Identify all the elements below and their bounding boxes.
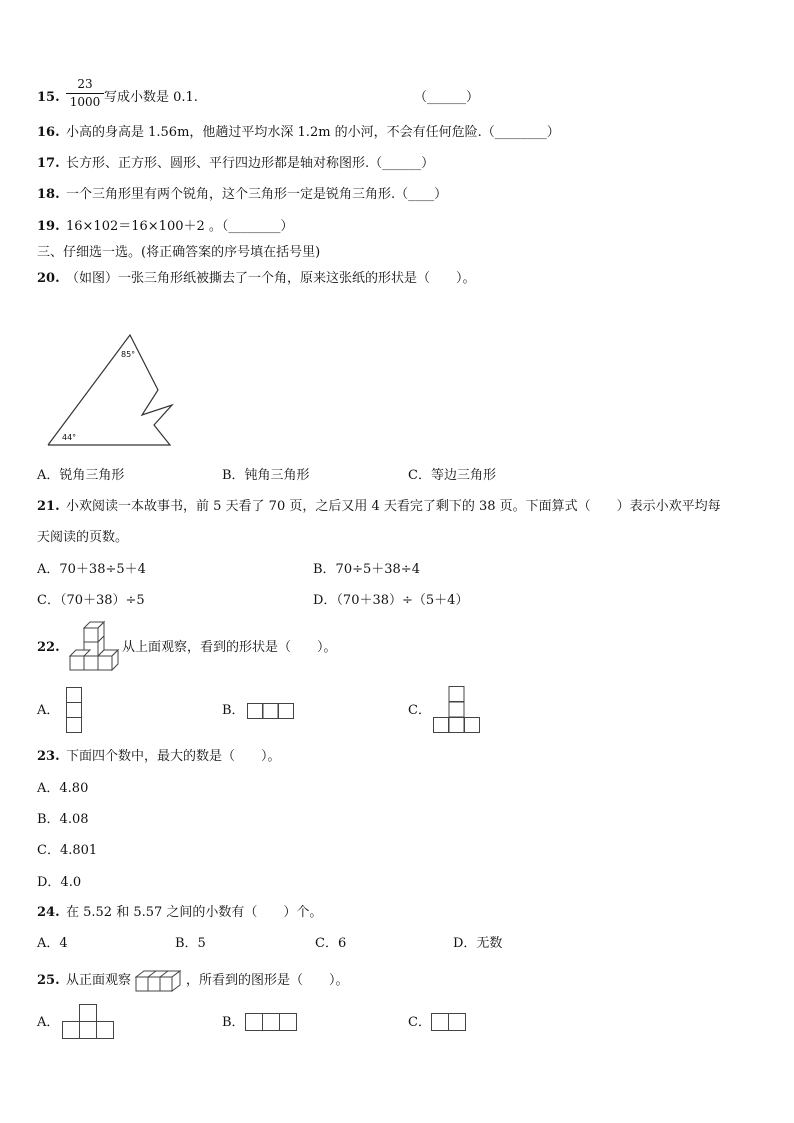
q20-text: （如图）一张三角形纸被撕去了一个角，原来这张纸的形状是（ ）。: [66, 271, 476, 286]
q23-option-c[interactable]: C．4.801: [37, 843, 98, 858]
q22-number: 22.: [37, 640, 60, 655]
q18-number: 18.: [37, 187, 60, 202]
q15-numerator: 23: [77, 77, 93, 91]
q25-cube-row-figure: [136, 967, 186, 993]
q23-option-b[interactable]: B．4.08: [37, 812, 89, 827]
q25-option-c-shape[interactable]: [431, 1013, 467, 1031]
q21-text-line2: 天阅读的页数。: [37, 530, 129, 545]
q21-option-b[interactable]: B．70÷5＋38÷4: [313, 562, 420, 577]
q25-text-before: 从正面观察: [66, 973, 132, 988]
q23-option-a[interactable]: A．4.80: [37, 781, 89, 796]
q22-option-b-label[interactable]: B．: [222, 703, 245, 718]
q22-option-c-shape[interactable]: [433, 686, 481, 734]
q21-number: 21.: [37, 499, 60, 514]
q23-number: 23.: [37, 749, 60, 764]
q16-text: 小高的身高是 1.56m，他趟过平均水深 1.2m 的小河，不会有任何危险.（________）: [66, 125, 560, 140]
q19-number: 19.: [37, 219, 60, 234]
q21-option-a[interactable]: A．70＋38÷5＋4: [37, 562, 146, 577]
torn-triangle-figure: [44, 330, 174, 450]
q24-option-d[interactable]: D．无数: [453, 936, 503, 951]
q15-denominator: 1000: [69, 95, 101, 109]
q21-option-c[interactable]: C．（70＋38）÷5: [37, 593, 145, 608]
q20-number: 20.: [37, 271, 60, 286]
q22-option-a-shape[interactable]: [66, 687, 82, 733]
q24-option-b[interactable]: B．5: [175, 936, 206, 951]
q25-option-a-shape[interactable]: [62, 1004, 114, 1040]
q22-option-b-shape[interactable]: [247, 703, 295, 719]
q20-option-b[interactable]: B．钝角三角形: [222, 468, 310, 483]
q25-option-a-label[interactable]: A．: [37, 1015, 60, 1030]
q22-option-c-label[interactable]: C．: [408, 703, 431, 718]
q25-number: 25.: [37, 973, 60, 988]
angle-44-label: 44°: [62, 433, 77, 442]
q19-text: 16×102＝16×100＋2 。（________）: [66, 219, 294, 234]
q21-text-line1: 小欢阅读一本故事书，前 5 天看了 70 页，之后又用 4 天看完了剩下的 38 页。下面算式（ ）表示小欢平均每: [66, 499, 721, 514]
q24-text: 在 5.52 和 5.57 之间的小数有（ ）个。: [66, 905, 323, 920]
q22-cube-stack-figure: [66, 622, 122, 678]
q22-text: 从上面观察，看到的形状是（ ）。: [122, 640, 337, 655]
q15-fraction: [66, 78, 104, 109]
q15-text: 写成小数是 0.1.: [104, 90, 198, 105]
q24-option-c[interactable]: C．6: [315, 936, 347, 951]
q25-option-b-label[interactable]: B．: [222, 1015, 245, 1030]
q23-option-d[interactable]: D．4.0: [37, 875, 82, 890]
q15-number: 15.: [37, 90, 60, 105]
angle-85-label: 85°: [121, 350, 136, 359]
q25-option-c-label[interactable]: C．: [408, 1015, 431, 1030]
q25-option-b-shape[interactable]: [245, 1013, 299, 1031]
q20-option-a[interactable]: A．锐角三角形: [37, 468, 125, 483]
q24-number: 24.: [37, 905, 60, 920]
q25-text-after: ，所看到的图形是（ ）。: [186, 973, 349, 988]
q21-option-d[interactable]: D．（70＋38）÷（5＋4）: [313, 593, 469, 608]
q24-option-a[interactable]: A．4: [37, 936, 68, 951]
q20-option-c[interactable]: C．等边三角形: [408, 468, 496, 483]
section-3-title: 三、仔细选一选。(将正确答案的序号填在括号里): [37, 245, 321, 260]
q23-text: 下面四个数中，最大的数是（ ）。: [66, 749, 281, 764]
q15-blank[interactable]: （______）: [414, 90, 480, 105]
q16-number: 16.: [37, 125, 60, 140]
q17-text: 长方形、正方形、圆形、平行四边形都是轴对称图形.（______）: [66, 156, 435, 171]
q22-option-a-label[interactable]: A．: [37, 703, 60, 718]
q18-text: 一个三角形里有两个锐角，这个三角形一定是锐角三角形.（____）: [66, 187, 448, 202]
q17-number: 17.: [37, 156, 60, 171]
